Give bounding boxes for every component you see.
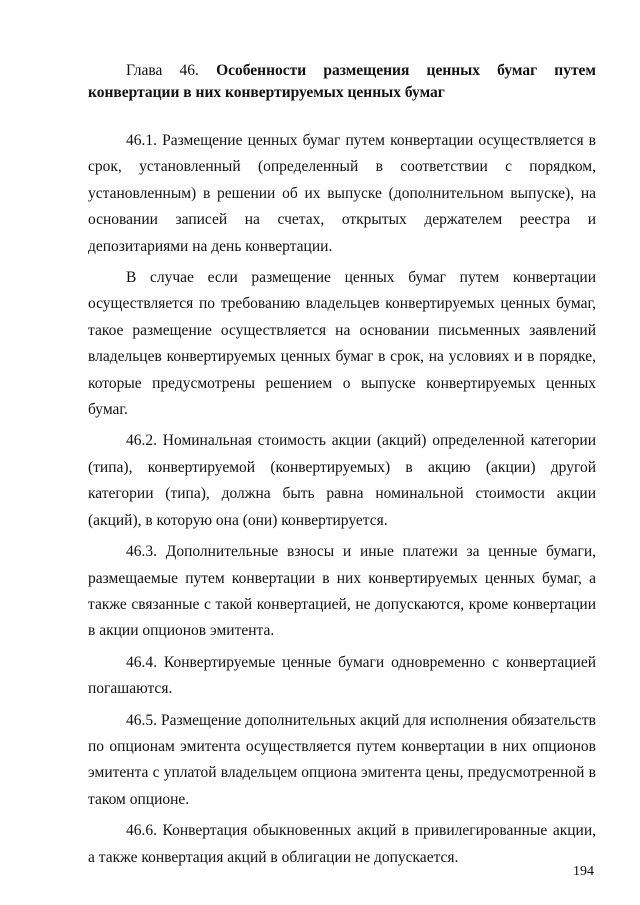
document-page	[88, 60, 596, 876]
chapter-title: Особенности размещения ценных бумаг путем конвертации в них конвертируемых ценных бумаг	[88, 62, 596, 101]
paragraph-46-1-continued: В случае если размещение ценных бумаг путем конвертации осуществляется по требованию владельцев конвертируемых ценных бумаг, такое размещение осуществляется на основании письменных заявлений владельцев конвертируемых ценных бумаг в срок, на условиях и в порядке, которые предусмотрены решением о выпуске конвертируемых ценных бумаг.	[88, 269, 596, 419]
paragraph-46-3: 46.3. Дополнительные взносы и иные платежи за ценные бумаги, размещаемые путем конвертации в них конвертируемых ценных бумаг, а также связанные с такой конвертацией, не допускаются, кроме конвертации в акции опционов эмитента.	[88, 543, 596, 640]
paragraph-46-5: 46.5. Размещение дополнительных акций для исполнения обязательств по опционам эмитента осуществляется путем конвертации в них опционов эмитента с уплатой владельцем опциона эмитента цены, предусмотренной в таком опционе.	[88, 711, 596, 808]
chapter-number: Глава 46.	[126, 62, 199, 79]
paragraph-46-1: 46.1. Размещение ценных бумаг путем конвертации осуществляется в срок, установленный (определенный в соответствии с порядком, установленным) в решении об их выпуске (дополнительном выпуске), на основании записей на счетах, открытых держателем реестра и депозитариями на день конвертации.	[88, 132, 596, 255]
page-number: 194	[573, 864, 594, 879]
paragraph-46-6: 46.6. Конвертация обыкновенных акций в привилегированные акции, а также конвертация акций в облигации не допускается.	[88, 822, 596, 866]
paragraph-46-2: 46.2. Номинальная стоимость акции (акций) определенной категории (типа), конвертируемой (конвертируемых) в акцию (акции) другой категории (типа), должна быть равна номинальной стоимости акции (акций), в которую она (они) конвертируется.	[88, 432, 596, 529]
chapter-heading	[88, 60, 596, 104]
paragraph-46-4: 46.4. Конвертируемые ценные бумаги одновременно с конвертацией погашаются.	[88, 653, 596, 698]
